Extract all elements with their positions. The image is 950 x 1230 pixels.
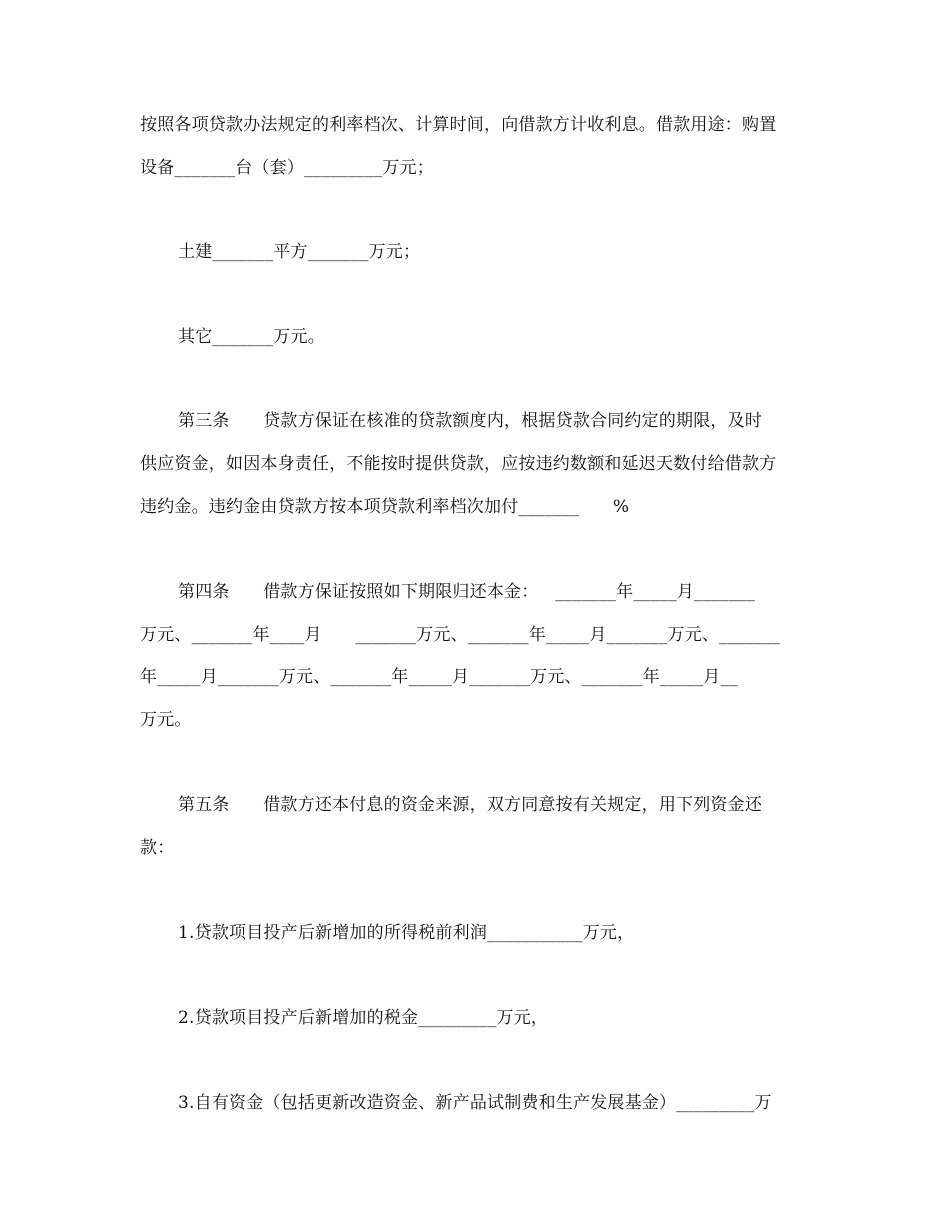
text-line: 供应资金，如因本身责任，不能按时提供贷款，应按违约数额和延迟天数付给借款方 <box>140 454 777 474</box>
text-line: 违约金。违约金由贷款方按本项贷款利率档次加付_______ % <box>140 497 630 517</box>
text-line: 按照各项贷款办法规定的利率档次、计算时间，向借款方计收利息。借款用途：购置 <box>140 115 777 135</box>
list-item: 3.自有资金（包括更新改造资金、新产品试制费和生产发展基金）_________万 <box>178 1093 772 1113</box>
article-3-heading-line: 第三条 贷款方保证在核准的贷款额度内，根据贷款合同约定的期限，及时 <box>178 411 763 431</box>
text-line: 设备_______台（套）_________万元； <box>140 158 434 178</box>
article-5-heading-line: 第五条 借款方还本付息的资金来源，双方同意按有关规定，用下列资金还 <box>178 795 763 815</box>
text-line: 年_____月_______万元、_______年_____月_______万元、_______年_____月__ <box>140 667 738 687</box>
text-line: 万元。 <box>140 710 192 730</box>
text-line: 款： <box>140 838 175 858</box>
list-item: 1.贷款项目投产后新增加的所得税前利润___________万元， <box>178 923 635 943</box>
text-line: 土建_______平方_______万元； <box>178 242 421 262</box>
text-line: 其它_______万元。 <box>178 327 325 347</box>
list-item: 2.贷款项目投产后新增加的税金_________万元， <box>178 1008 549 1028</box>
text-line: 万元、_______年____月 _______万元、_______年_____月_______万元、_______ <box>140 625 781 645</box>
article-4-heading-line: 第四条 借款方保证按照如下期限归还本金： _______年_____月_______ <box>178 582 755 602</box>
